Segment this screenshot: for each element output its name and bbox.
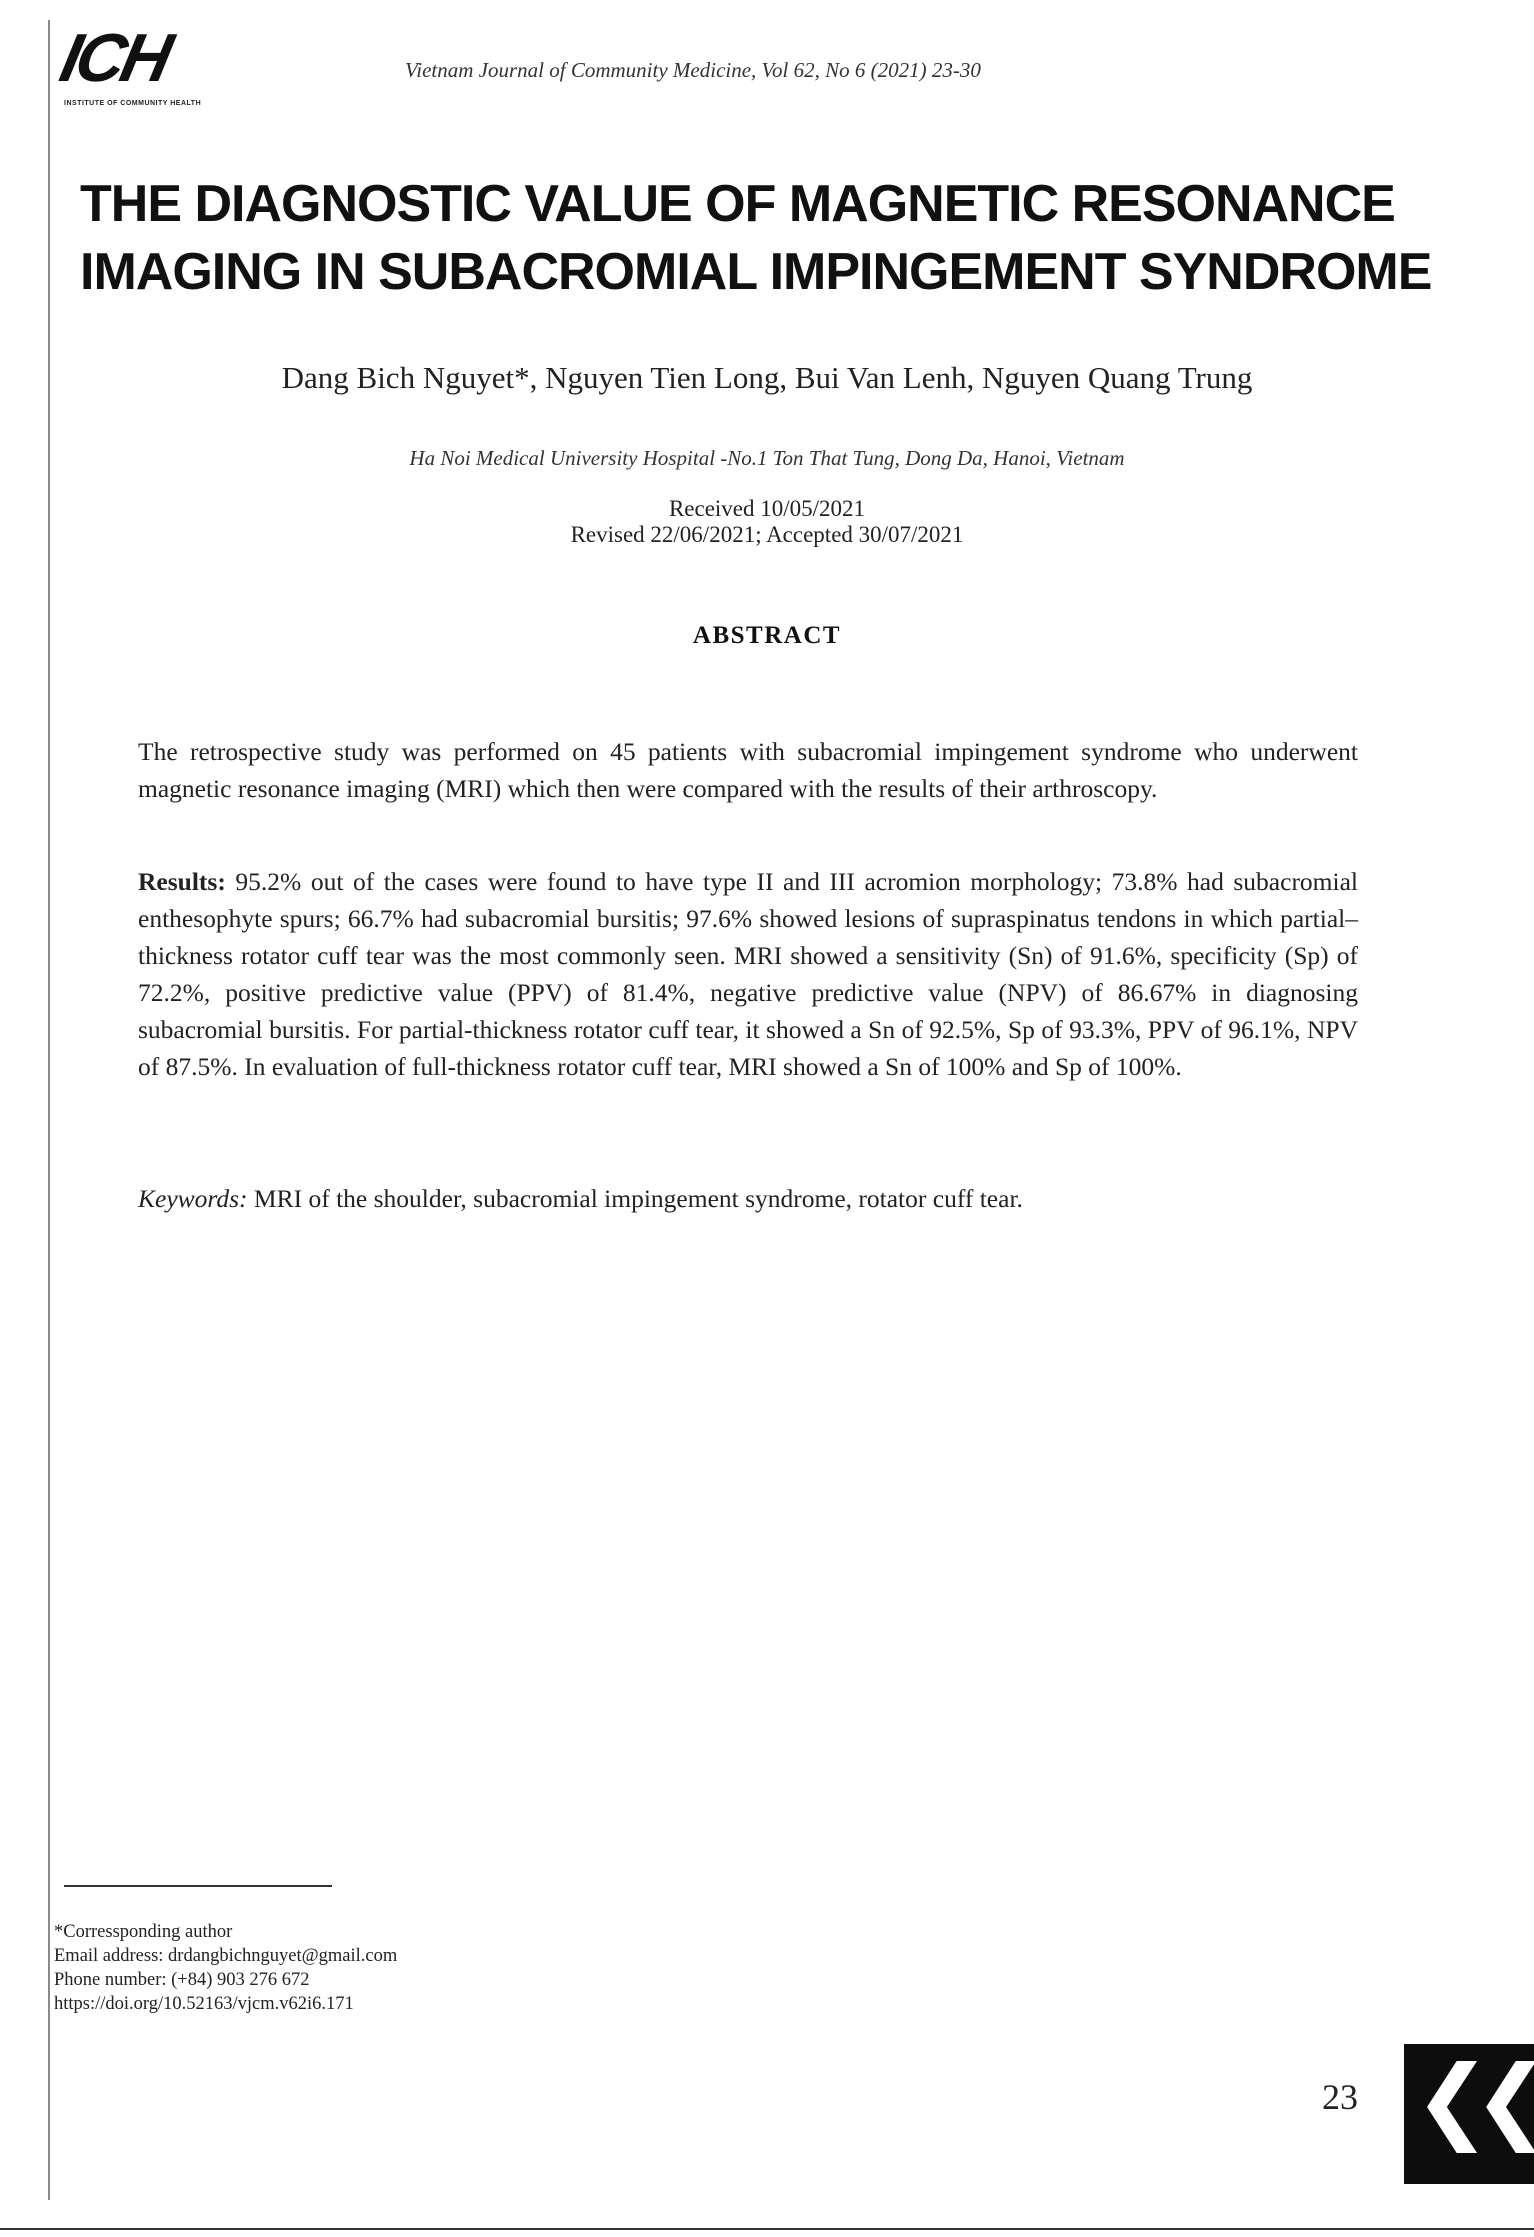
logo-mark: ICH [53,20,176,96]
abstract-heading: ABSTRACT [692,622,842,649]
results-text: 95.2% out of the cases were found to have type II and III acromion morphology; 73.8% had subacromial enthesophyte spurs; 66.7% had subacromial bursitis; 97.6% showed lesions of supraspinatus tendons in which partial–thickness rotator cuff tear was the most commonly seen. MRI showed a sensitivity (Sn) of 91.6%, specificity (Sp) of 72.2%, positive predictive value (PPV) of 81.4%, negative predictive value (NPV) of 86.67% in diagnosing subacromial bursitis. For partial-thickness rotator cuff tear, it showed a Sn of 92.5%, Sp of 93.3%, PPV of 96.1%, NPV of 87.5%. In evaluation of full-thickness rotator cuff tear, MRI showed a Sn of 100% and Sp of 100%. [138,867,1359,1081]
logo-subtitle: INSTITUTE OF COMMUNITY HEALTH [64,100,202,107]
title-line-2: IMAGING IN SUBACROMIAL IMPINGEMENT SYNDROME [80,243,1432,301]
keywords-text: MRI of the shoulder, subacromial impingement syndrome, rotator cuff tear. [253,1184,1023,1213]
keywords-label: Keywords: [138,1184,248,1213]
keywords [138,1184,1023,1214]
journal-logo [53,20,212,114]
bottom-rule [0,2228,1534,2230]
corresponding-label: *Corressponding author [54,1922,233,1942]
corresponding-author-footnote [54,1920,397,2016]
footnote-divider [64,1885,332,1887]
results-label: Results: [138,867,226,896]
email-address: Email address: drdangbichnguyet@gmail.com [54,1946,398,1966]
article-title [80,170,1480,306]
article-dates [0,496,1534,548]
author-list: Dang Bich Nguyet*, Nguyen Tien Long, Bui Van Lenh, Nguyen Quang Trung [281,360,1253,395]
revised-accepted-date: Revised 22/06/2021; Accepted 30/07/2021 [570,522,964,547]
affiliation: Ha Noi Medical University Hospital -No.1 Ton That Tung, Dong Da, Hanoi, Vietnam [409,446,1125,470]
phone-number: Phone number: (+84) 903 276 672 [54,1970,310,1990]
journal-citation: Vietnam Journal of Community Medicine, Vol 62, No 6 (2021) 23-30 [405,58,981,82]
margin-rule [48,20,50,2200]
results-paragraph [138,863,1358,1085]
double-chevron-left-icon: ❮❮ [1414,2046,1533,2153]
abstract-paragraph: The retrospective study was performed on 45 patients with subacromial impingement syndrome who underwent magnetic resonance imaging (MRI) which then were compared with the results of their arthroscopy. [138,737,1358,803]
doi-link: https://doi.org/10.52163/vjcm.v62i6.171 [54,1994,354,2014]
page-corner-tab [1404,2044,1534,2184]
title-line-1: THE DIAGNOSTIC VALUE OF MAGNETIC RESONANCE [80,175,1395,233]
received-date: Received 10/05/2021 [668,496,866,521]
page-number: 23 [1322,2077,1358,2117]
